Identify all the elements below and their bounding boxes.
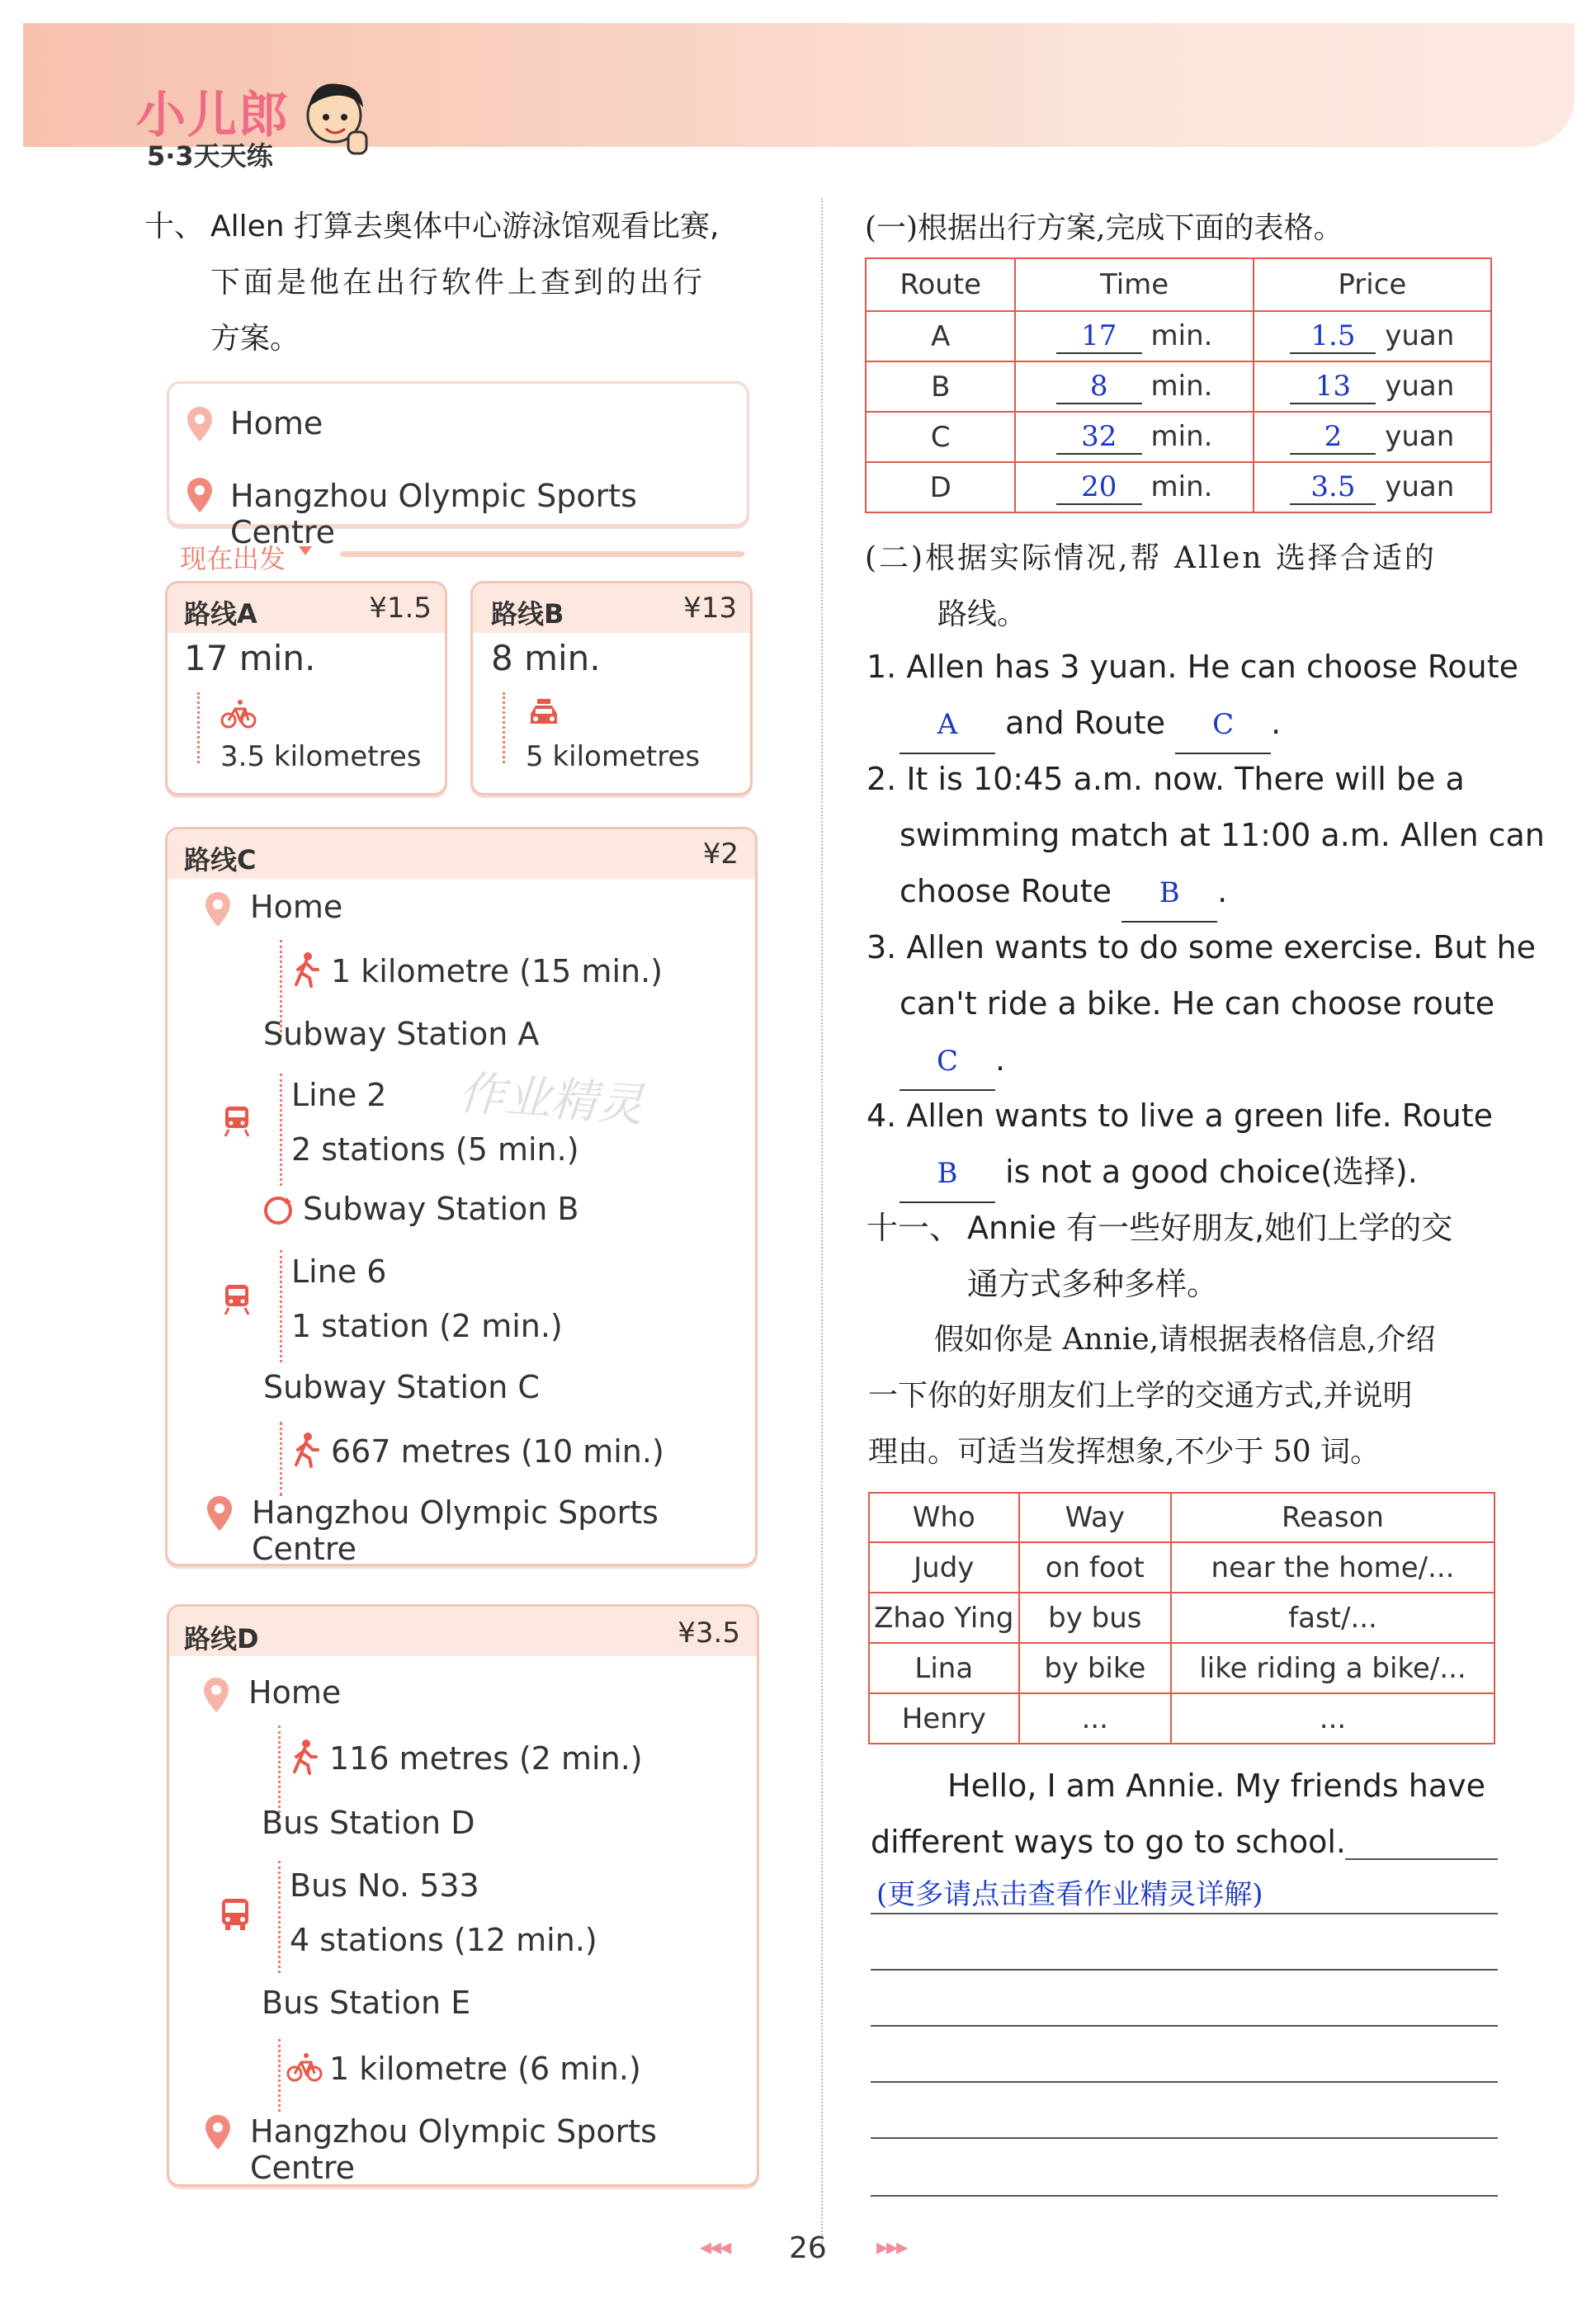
writing-line: [871, 2025, 1498, 2027]
route-d-price: ¥3.5: [678, 1617, 740, 1650]
q10-number: 十、: [144, 210, 205, 243]
writing-line: [871, 1913, 1498, 1914]
page-number: 26: [789, 2231, 827, 2265]
writing-line: [871, 2081, 1498, 2083]
time-cell: [1015, 361, 1253, 412]
route-cell: C: [866, 412, 1015, 462]
essay-line1: Hello, I am Annie. My friends have: [947, 1768, 1486, 1804]
taxi-icon: [526, 696, 562, 732]
destination-pin-icon: [186, 476, 214, 514]
depart-now: 现在出发: [180, 543, 286, 574]
q2-line3: choose Route B .: [900, 863, 1227, 923]
price-cell: [1254, 412, 1491, 462]
route-c-line6-stops: 1 station (2 min.): [291, 1308, 563, 1344]
route-b-distance: 5 kilometres: [526, 740, 701, 773]
q1-line1: 1. Allen has 3 yuan. He can choose Route: [866, 649, 1519, 685]
subway-station-c: Subway Station C: [263, 1369, 540, 1405]
q11-text-line1: Annie 有一些好朋友,她们上学的交: [967, 1210, 1453, 1246]
table-row: [869, 1643, 1494, 1693]
time-unit: min.: [1150, 470, 1213, 503]
depart-divider: [340, 551, 744, 557]
destination-pin-icon: [204, 2113, 232, 2151]
q11-instruction-line2: 一下你的好朋友们上学的交通方式,并说明: [868, 1379, 1413, 1413]
q1-line2: A and Route C .: [900, 695, 1281, 754]
bicycle-icon: [286, 2049, 323, 2085]
route-c-start: Home: [250, 889, 343, 925]
time-cell: [1015, 412, 1253, 462]
route-table: [865, 257, 1492, 513]
route-d-end: Hangzhou Olympic Sports Centre: [250, 2113, 657, 2186]
who-cell: Judy: [869, 1542, 1019, 1593]
q4-line2: [900, 1144, 1418, 1203]
route-a-time: 17 min.: [184, 638, 316, 678]
reason-cell: like riding a bike/...: [1171, 1643, 1494, 1693]
reason-cell: fast/...: [1171, 1593, 1494, 1643]
route-c-name: 路线C: [184, 844, 257, 876]
start-pin-icon: [204, 890, 232, 928]
route-d-bus: Bus No. 533: [290, 1867, 479, 1904]
time-answer: 32: [1056, 420, 1142, 455]
subway-train-icon: [219, 1280, 255, 1316]
table-row: [869, 1542, 1494, 1593]
friends-table: [868, 1492, 1495, 1744]
table-row: [869, 1593, 1494, 1643]
route-a-distance: 3.5 kilometres: [220, 740, 422, 773]
table-row: [866, 412, 1491, 462]
part2-title-line2: 路线。: [937, 597, 1027, 631]
essay-line2: different ways to go to school.: [871, 1824, 1347, 1860]
line6-dotted-line: [280, 1250, 282, 1362]
time-cell: [1015, 311, 1253, 361]
q4-answer: B: [900, 1145, 995, 1203]
q4-text: is not a good choice(选择).: [1005, 1154, 1418, 1190]
route-b-time: 8 min.: [491, 638, 601, 678]
bus-icon: [217, 1895, 253, 1932]
route-table-header: Route: [866, 258, 1015, 311]
bicycle-icon: [220, 696, 257, 732]
price-cell: [1254, 311, 1491, 361]
route-b-name: 路线B: [491, 598, 564, 630]
route-d-bus-stops: 4 stations (12 min.): [290, 1922, 597, 1958]
route-cell: D: [866, 462, 1015, 512]
price-answer: 1.5: [1290, 319, 1376, 354]
bus-station-d: Bus Station D: [262, 1805, 475, 1841]
time-unit: min.: [1150, 369, 1213, 403]
route-d-walk: 116 metres (2 min.): [329, 1740, 643, 1777]
price-unit: yuan: [1385, 369, 1455, 403]
time-answer: 17: [1056, 319, 1142, 354]
way-cell: ...: [1019, 1693, 1171, 1744]
watermark: 作业精灵: [456, 1066, 645, 1133]
price-answer: 2: [1290, 420, 1376, 455]
way-cell: by bike: [1019, 1643, 1171, 1693]
time-unit: min.: [1150, 319, 1213, 352]
friends-table-header: Who: [869, 1493, 1019, 1542]
price-cell: [1254, 361, 1491, 412]
column-divider: [821, 198, 823, 2245]
route-c-card: [165, 827, 758, 1566]
q1-answer1: A: [900, 696, 995, 754]
bike-dotted-line: [278, 2039, 281, 2112]
bus-station-e: Bus Station E: [262, 1985, 471, 2021]
walking-icon: [286, 1739, 323, 1775]
chevron-down-icon: [299, 546, 312, 555]
friends-table-header: Reason: [1171, 1493, 1494, 1542]
route-a-card: [165, 581, 447, 795]
route-d-start: Home: [248, 1674, 342, 1711]
route-d-name: 路线D: [184, 1623, 259, 1655]
route-table-header: Price: [1254, 258, 1491, 311]
more-detail-link[interactable]: (更多请点击查看作业精灵详解): [876, 1878, 1263, 1911]
q2-line2: swimming match at 11:00 a.m. Allen can: [900, 817, 1545, 853]
q11-text-line2: 通方式多种多样。: [967, 1266, 1219, 1302]
next-page-icon: ▸▸▸: [876, 2233, 907, 2260]
price-answer: 13: [1290, 370, 1376, 404]
subway-train-icon: [219, 1102, 255, 1138]
route-d-card: [167, 1604, 759, 2187]
route-a-price: ¥1.5: [369, 592, 432, 625]
subway-station-b: Subway Station B: [303, 1191, 579, 1227]
part1-title: (一)根据出行方案,完成下面的表格。: [865, 211, 1343, 245]
q10-text-line3: 方案。: [210, 322, 300, 356]
q3-line2: can't ride a bike. He can choose route: [900, 985, 1495, 1022]
price-cell: [1254, 462, 1491, 512]
friends-table-header: Way: [1019, 1493, 1171, 1542]
price-unit: yuan: [1385, 419, 1455, 453]
q3-line1: 3. Allen wants to do some exercise. But he: [866, 929, 1536, 965]
route-a-dotted-line: [197, 692, 200, 763]
route-c-price: ¥2: [702, 838, 739, 871]
reason-cell: near the home/...: [1171, 1542, 1494, 1593]
line2-dotted-line: [280, 1074, 282, 1186]
route-d-bike: 1 kilometre (6 min.): [329, 2051, 641, 2087]
writing-line: [871, 1969, 1498, 1971]
route-c-walk1: 1 kilometre (15 min.): [331, 953, 663, 989]
q1-answer2: C: [1175, 696, 1271, 754]
q3-answer: C: [900, 1033, 995, 1091]
destination-pin-icon: [205, 1494, 234, 1532]
bus-dotted-line: [278, 1861, 281, 1973]
way-cell: on foot: [1019, 1542, 1171, 1593]
start-pin-icon: [202, 1676, 230, 1714]
writing-line: [871, 2137, 1498, 2139]
q1-mid: and Route: [1005, 705, 1165, 741]
walking-icon: [288, 1432, 324, 1468]
route-b-dotted-line: [503, 692, 505, 763]
route-c-line2-stops: 2 stations (5 min.): [291, 1131, 579, 1168]
essay-blank: [1345, 1858, 1498, 1860]
table-row: [869, 1693, 1494, 1744]
subway-station-a: Subway Station A: [263, 1016, 540, 1052]
transfer-icon: [260, 1192, 296, 1229]
time-answer: 8: [1056, 370, 1142, 404]
q3-line3: C .: [900, 1031, 1005, 1091]
way-cell: by bus: [1019, 1593, 1171, 1643]
q11-number: 十一、: [866, 1210, 961, 1246]
search-to: Hangzhou Olympic Sports Centre: [230, 478, 637, 550]
search-from: Home: [230, 405, 323, 441]
route-cell: B: [866, 361, 1015, 412]
route-cell: A: [866, 311, 1015, 361]
location-pin-icon: [186, 405, 214, 443]
walk2-dotted-line: [280, 1422, 282, 1496]
route-c-walk2: 667 metres (10 min.): [331, 1433, 664, 1470]
price-answer: 3.5: [1290, 470, 1376, 505]
q10-text-line2: 下面是他在出行软件上查到的出行: [210, 266, 706, 300]
q2-answer: B: [1121, 865, 1217, 923]
price-unit: yuan: [1385, 470, 1455, 503]
who-cell: Zhao Ying: [869, 1593, 1019, 1643]
route-c-line6: Line 6: [291, 1253, 387, 1290]
route-search-panel: [167, 381, 749, 550]
part2-title-line1: (二)根据实际情况,帮 Allen 选择合适的: [865, 541, 1437, 575]
reason-cell: ...: [1171, 1693, 1494, 1744]
q4-line1: 4. Allen wants to live a green life. Route: [866, 1097, 1494, 1134]
route-table-header: Time: [1015, 258, 1253, 311]
prev-page-icon: ◂◂◂: [700, 2233, 730, 2260]
route-c-end: Hangzhou Olympic Sports Centre: [252, 1494, 659, 1567]
time-unit: min.: [1150, 419, 1213, 453]
q11-instruction-line1: 假如你是 Annie,请根据表格信息,介绍: [934, 1323, 1436, 1357]
q2-line1: 2. It is 10:45 a.m. now. There will be a: [866, 761, 1465, 797]
table-row: [866, 361, 1491, 412]
q2-text: choose Route: [900, 873, 1112, 909]
cartoon-boy-icon: [297, 74, 380, 165]
route-c-line2: Line 2: [291, 1077, 387, 1113]
series-name: 5·3天天练: [147, 140, 273, 172]
q11-instruction-line3: 理由。可适当发挥想象,不少于 50 词。: [868, 1435, 1381, 1469]
time-answer: 20: [1056, 470, 1142, 505]
walking-icon: [288, 951, 324, 988]
route-b-price: ¥13: [683, 592, 737, 625]
who-cell: Henry: [869, 1693, 1019, 1744]
table-row: [866, 462, 1491, 512]
who-cell: Lina: [869, 1643, 1019, 1693]
table-row: [866, 311, 1491, 361]
q10-text-line1: Allen 打算去奥体中心游泳馆观看比赛,: [210, 210, 720, 243]
route-a-name: 路线A: [184, 598, 257, 630]
writing-line: [871, 2195, 1498, 2197]
price-unit: yuan: [1385, 319, 1455, 352]
time-cell: [1015, 462, 1253, 512]
route-b-card: [470, 581, 753, 795]
brand-logo: 小儿郎: [136, 87, 290, 144]
